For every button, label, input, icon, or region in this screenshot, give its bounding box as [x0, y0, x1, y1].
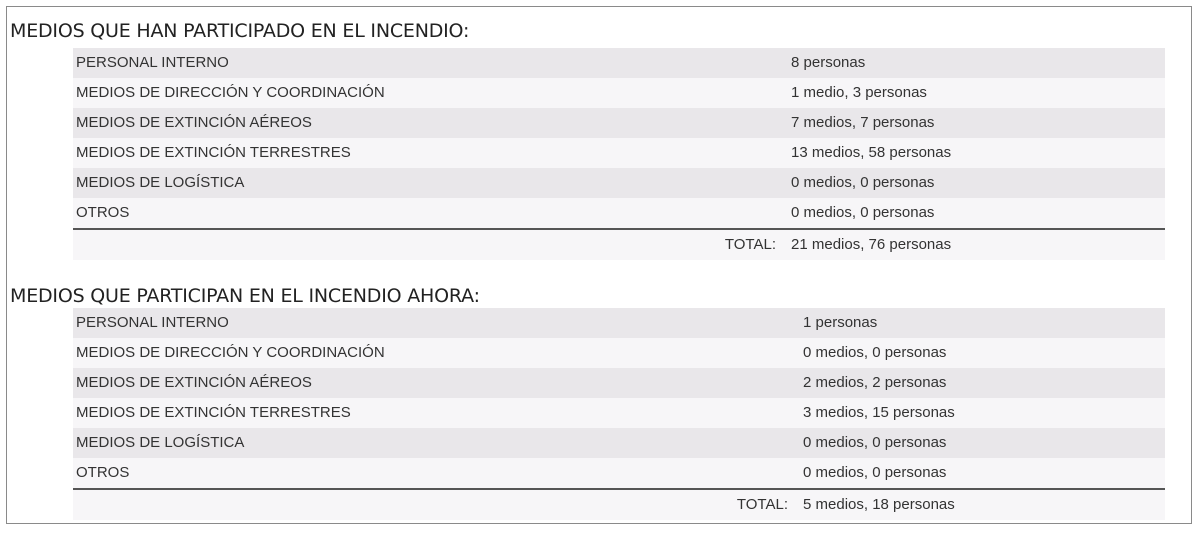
row-value: 0 medios, 0 personas: [791, 204, 935, 221]
row-label: MEDIOS DE EXTINCIÓN AÉREOS: [76, 374, 312, 391]
total-value: 5 medios, 18 personas: [803, 496, 955, 513]
row-value: 0 medios, 0 personas: [803, 344, 947, 361]
row-label: PERSONAL INTERNO: [76, 314, 229, 331]
section-title-participated: MEDIOS QUE HAN PARTICIPADO EN EL INCENDIO:: [10, 20, 470, 42]
row-label: MEDIOS DE EXTINCIÓN TERRESTRES: [76, 404, 351, 421]
row-label: OTROS: [76, 204, 130, 221]
row-value: 7 medios, 7 personas: [791, 114, 935, 131]
row-label: MEDIOS DE EXTINCIÓN TERRESTRES: [76, 144, 351, 161]
section-title-current: MEDIOS QUE PARTICIPAN EN EL INCENDIO AHORA:: [10, 285, 480, 307]
row-label: MEDIOS DE DIRECCIÓN Y COORDINACIÓN: [76, 84, 385, 101]
table-row: [73, 198, 1165, 228]
table-row: [73, 168, 1165, 198]
total-label: TOTAL:: [724, 236, 776, 253]
row-label: MEDIOS DE LOGÍSTICA: [76, 174, 245, 191]
total-label: TOTAL:: [736, 496, 788, 513]
row-value: 2 medios, 2 personas: [803, 374, 947, 391]
row-label: PERSONAL INTERNO: [76, 54, 229, 71]
table-row: [73, 428, 1165, 458]
table-row: [73, 138, 1165, 168]
row-label: MEDIOS DE LOGÍSTICA: [76, 434, 245, 451]
total-value: 21 medios, 76 personas: [791, 236, 952, 253]
total-row: [73, 228, 1165, 260]
row-label: OTROS: [76, 464, 130, 481]
table-row: [73, 338, 1165, 368]
table-row: [73, 398, 1165, 428]
table-row: [73, 458, 1165, 488]
row-value: 13 medios, 58 personas: [791, 144, 952, 161]
row-value: 0 medios, 0 personas: [803, 434, 947, 451]
table-row: [73, 48, 1165, 78]
row-value: 8 personas: [791, 54, 866, 71]
row-value: 1 medio, 3 personas: [791, 84, 927, 101]
row-value: 0 medios, 0 personas: [803, 464, 947, 481]
row-value: 3 medios, 15 personas: [803, 404, 955, 421]
table-participated: [73, 48, 1165, 260]
row-value: 1 personas: [803, 314, 878, 331]
table-row: [73, 108, 1165, 138]
row-value: 0 medios, 0 personas: [791, 174, 935, 191]
table-row: [73, 78, 1165, 108]
row-label: MEDIOS DE EXTINCIÓN AÉREOS: [76, 114, 312, 131]
table-row: [73, 308, 1165, 338]
table-row: [73, 368, 1165, 398]
total-row: [73, 488, 1165, 520]
table-current: [73, 308, 1165, 520]
row-label: MEDIOS DE DIRECCIÓN Y COORDINACIÓN: [76, 344, 385, 361]
